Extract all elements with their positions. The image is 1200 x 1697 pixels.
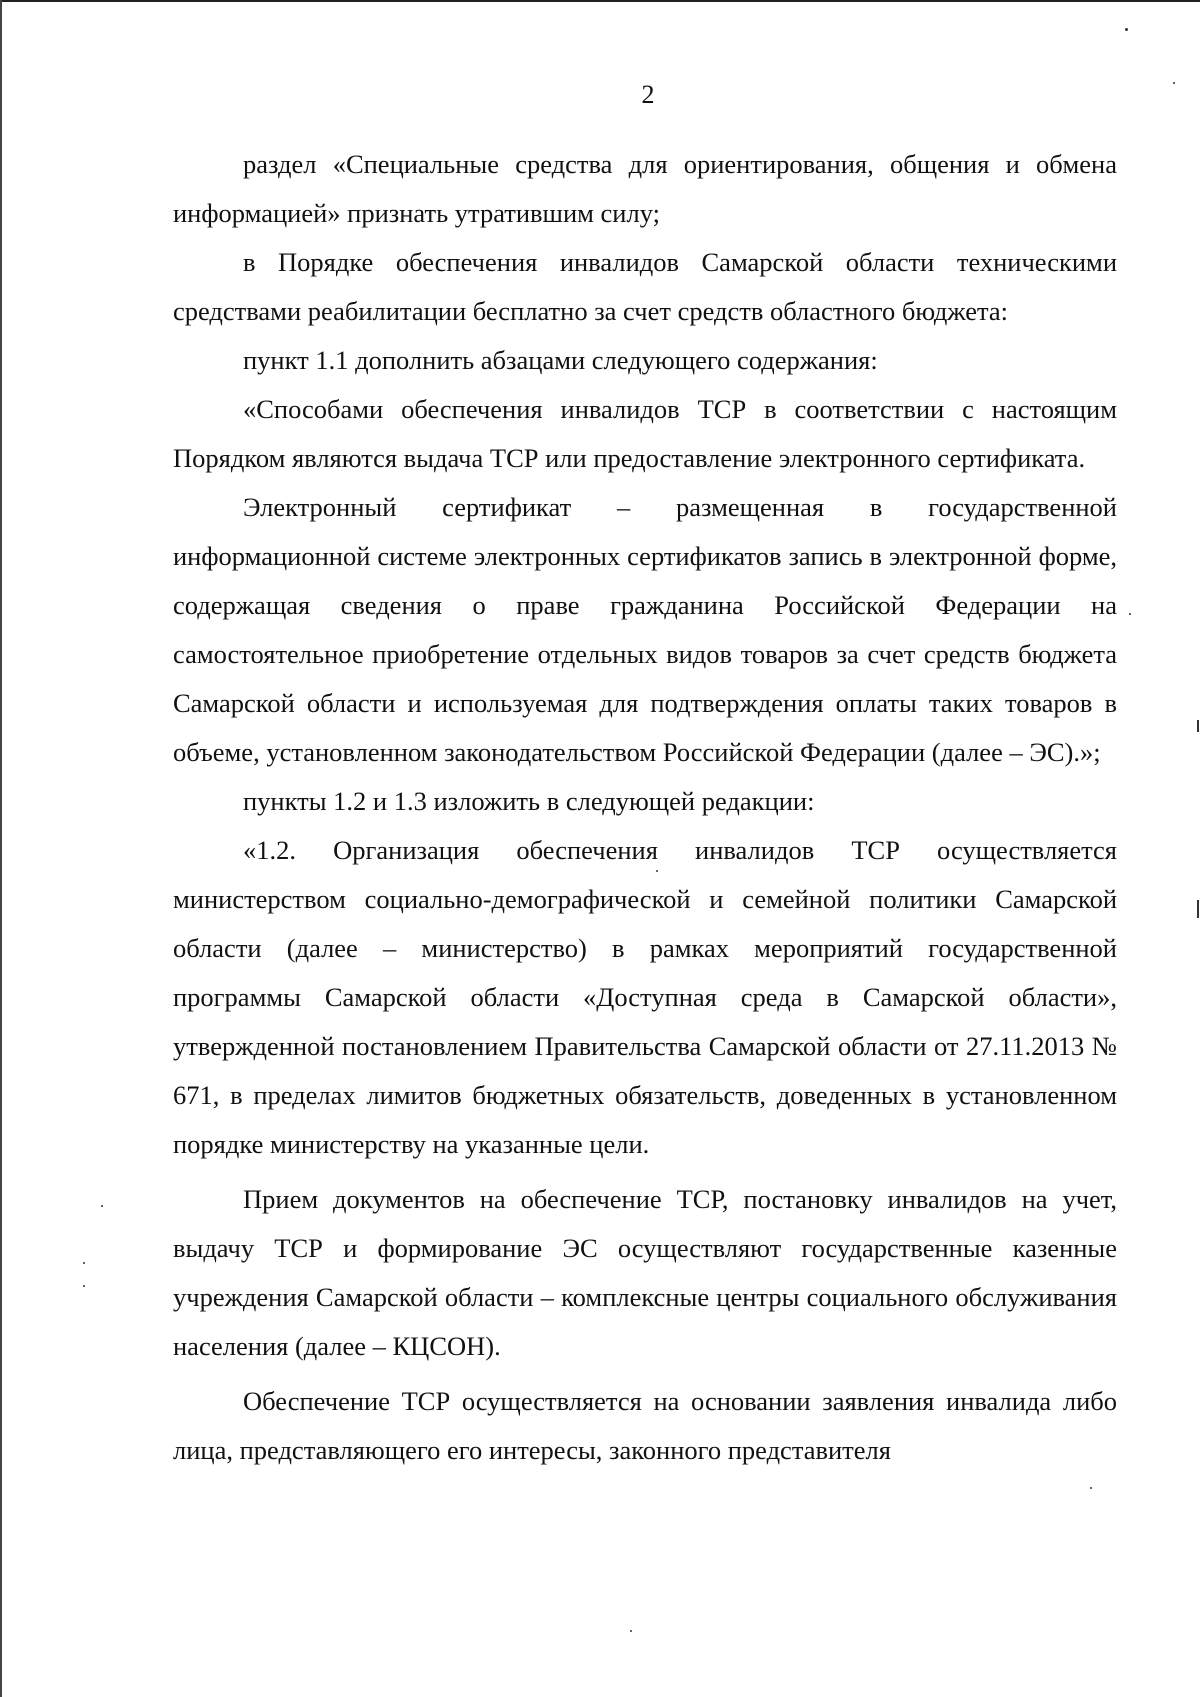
scan-speck <box>83 1285 85 1287</box>
paragraph-document-intake: Прием документов на обеспечение ТСР, постановку инвалидов на учет, выдачу ТСР и формирование ЭС осуществляют государственные казенные учреждения Самарской области – комплексные центры социального обслуживания населения (далее – КЦСОН). <box>173 1184 1117 1361</box>
paragraph-electronic-certificate: Электронный сертификат – размещенная в государственной информационной системе электронных сертификатов запись в электронной форме, содержащая сведения о праве гражданина Российской Федерации на самостоятельное приобретение отдельных видов товаров за счет средств бюджета Самарской области и используемая для подтверждения оплаты таких товаров в объеме, установленном законодательством Российской Федерации (далее – ЭС).»; <box>173 492 1117 767</box>
scan-speck <box>1129 613 1131 615</box>
paragraph-procedure-intro: в Порядке обеспечения инвалидов Самарской области техническими средствами реабилитации бесплатно за счет средств областного бюджета: <box>173 247 1117 326</box>
scan-edge-top <box>0 0 1200 2</box>
scan-speck <box>1197 900 1199 918</box>
scan-speck <box>656 870 658 872</box>
paragraph-clauses-1-2-1-3: пункты 1.2 и 1.3 изложить в следующей редакции: <box>243 786 815 816</box>
page-number: 2 <box>641 80 655 109</box>
paragraph-clause-1-1-amend: пункт 1.1 дополнить абзацами следующего содержания: <box>243 345 878 375</box>
paragraph-repeal-section: раздел «Специальные средства для ориентирования, общения и обмена информацией» признать утратившим силу; <box>173 149 1117 228</box>
scan-speck <box>1197 720 1199 732</box>
scan-speck <box>101 1205 103 1207</box>
scan-speck <box>630 1630 632 1632</box>
paragraph-provision-basis: Обеспечение ТСР осуществляется на основании заявления инвалида либо лица, представляющего его интересы, законного представителя <box>173 1386 1117 1465</box>
paragraph-provision-methods: «Способами обеспечения инвалидов ТСР в соответствии с настоящим Порядком являются выдача ТСР или предоставление электронного сертификата. <box>173 394 1117 473</box>
scan-speck <box>1125 28 1128 31</box>
document-body <box>173 140 1117 1475</box>
paragraph-clause-1-2: «1.2. Организация обеспечения инвалидов ТСР осуществляется министерством социально-демографической и семейной политики Самарской области (далее – министерство) в рамках мероприятий государственной программы Самарской области «Доступная среда в Самарской области», утвержденной постановлением Правительства Самарской области от 27.11.2013 № 671, в пределах лимитов бюджетных обязательств, доведенных в установленном порядке министерству на указанные цели. <box>173 835 1117 1159</box>
scan-speck <box>1090 1487 1092 1489</box>
scan-speck <box>1173 82 1175 84</box>
scan-edge-left <box>0 0 2 1697</box>
scan-speck <box>83 1262 85 1264</box>
